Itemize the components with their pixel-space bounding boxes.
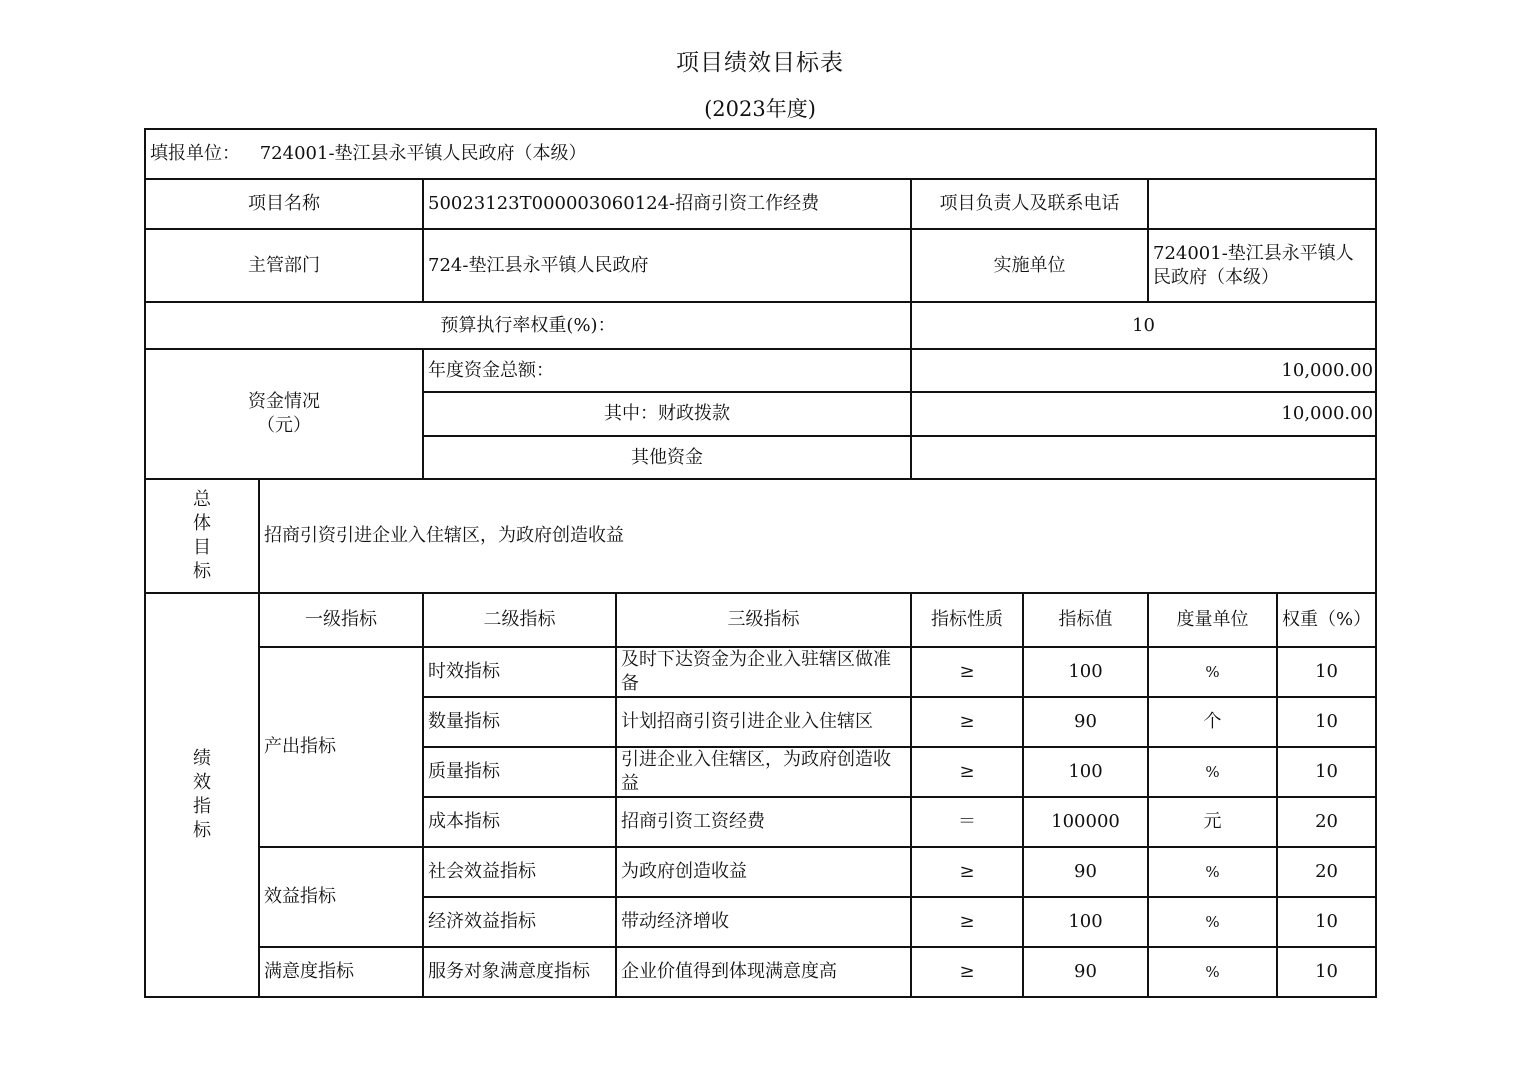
header-nature: 指标性质: [911, 593, 1023, 647]
indicator-row: [145, 947, 1376, 997]
funds-label: [145, 349, 423, 479]
weight-cell: 10: [1277, 947, 1376, 997]
level1-cell: 效益指标: [259, 847, 423, 947]
funds-label-line2: （元）: [257, 415, 311, 436]
reporting-unit-row: [145, 129, 1376, 179]
overall-goal-char: 目: [193, 537, 211, 558]
department-label: 主管部门: [145, 229, 423, 302]
funds-other-label: 其他资金: [423, 436, 911, 479]
page-subtitle: (2023年度): [704, 97, 816, 121]
unit-cell: %: [1148, 747, 1277, 797]
overall-goal-value: 招商引资引进企业入住辖区，为政府创造收益: [259, 479, 1376, 593]
nature-cell: ≥: [911, 697, 1023, 747]
department-value: 724-垫江县永平镇人民政府: [423, 229, 911, 302]
unit-cell: %: [1148, 847, 1277, 897]
funds-total-label: 年度资金总额：: [423, 349, 911, 392]
budget-weight-label: 预算执行率权重(%)：: [145, 302, 911, 349]
weight-cell: 10: [1277, 697, 1376, 747]
weight-cell: 20: [1277, 847, 1376, 897]
level3-cell: 企业价值得到体现满意度高: [616, 947, 911, 997]
unit-cell: %: [1148, 947, 1277, 997]
department-row: [145, 229, 1376, 302]
level3-cell: 为政府创造收益: [616, 847, 911, 897]
weight-cell: 10: [1277, 747, 1376, 797]
overall-goal-label: [145, 479, 259, 593]
indicators-char: 指: [193, 796, 211, 817]
project-name-label: 项目名称: [145, 179, 423, 229]
indicators-label: [145, 593, 259, 997]
indicators-char: 绩: [193, 748, 211, 769]
value-cell: 100: [1023, 647, 1148, 697]
funds-fiscal-label: 其中：财政拨款: [423, 392, 911, 436]
unit-cell: %: [1148, 897, 1277, 947]
value-cell: 90: [1023, 947, 1148, 997]
indicator-row: [145, 847, 1376, 897]
value-cell: 90: [1023, 847, 1148, 897]
weight-cell: 20: [1277, 797, 1376, 847]
level2-cell: 经济效益指标: [423, 897, 616, 947]
nature-cell: ≥: [911, 647, 1023, 697]
header-unit: 度量单位: [1148, 593, 1277, 647]
indicator-row: [145, 647, 1376, 697]
header-level1: 一级指标: [259, 593, 423, 647]
nature-cell: ≥: [911, 747, 1023, 797]
level2-cell: 成本指标: [423, 797, 616, 847]
performance-target-table: [144, 128, 1377, 998]
funds-total-value: 10,000.00: [911, 349, 1376, 392]
header-level3: 三级指标: [616, 593, 911, 647]
level2-cell: 社会效益指标: [423, 847, 616, 897]
level2-cell: 质量指标: [423, 747, 616, 797]
level3-cell: 带动经济增收: [616, 897, 911, 947]
level2-cell: 服务对象满意度指标: [423, 947, 616, 997]
funds-other-value: [911, 436, 1376, 479]
overall-goal-char: 总: [193, 489, 211, 510]
project-leader-value: [1148, 179, 1376, 229]
nature-cell: ＝: [911, 797, 1023, 847]
unit-cell: %: [1148, 647, 1277, 697]
level2-cell: 数量指标: [423, 697, 616, 747]
header-value: 指标值: [1023, 593, 1148, 647]
level3-cell: 招商引资工资经费: [616, 797, 911, 847]
weight-cell: 10: [1277, 647, 1376, 697]
value-cell: 100000: [1023, 797, 1148, 847]
funds-label-line1: 资金情况: [248, 391, 320, 412]
budget-weight-row: [145, 302, 1376, 349]
reporting-unit-value: 724001-垫江县永平镇人民政府（本级）: [259, 143, 587, 164]
nature-cell: ≥: [911, 947, 1023, 997]
reporting-unit-cell: [145, 129, 1376, 179]
implementing-unit-label: 实施单位: [911, 229, 1148, 302]
nature-cell: ≥: [911, 897, 1023, 947]
level3-cell: 引进企业入住辖区，为政府创造收益: [616, 747, 911, 797]
project-name-row: [145, 179, 1376, 229]
overall-goal-row: [145, 479, 1376, 593]
budget-weight-value: 10: [911, 302, 1376, 349]
nature-cell: ≥: [911, 847, 1023, 897]
funds-fiscal-value: 10,000.00: [911, 392, 1376, 436]
project-name-value: 50023123T000003060124-招商引资工作经费: [423, 179, 911, 229]
overall-goal-char: 体: [193, 513, 211, 534]
header-level2: 二级指标: [423, 593, 616, 647]
level3-cell: 计划招商引资引进企业入住辖区: [616, 697, 911, 747]
reporting-unit-label: 填报单位：: [150, 143, 240, 164]
unit-cell: 元: [1148, 797, 1277, 847]
overall-goal-char: 标: [193, 561, 211, 582]
value-cell: 90: [1023, 697, 1148, 747]
unit-cell: 个: [1148, 697, 1277, 747]
implementing-unit-value: 724001-垫江县永平镇人民政府（本级）: [1148, 229, 1376, 302]
value-cell: 100: [1023, 897, 1148, 947]
level3-cell: 及时下达资金为企业入驻辖区做准备: [616, 647, 911, 697]
level2-cell: 时效指标: [423, 647, 616, 697]
indicator-header-row: [145, 593, 1376, 647]
value-cell: 100: [1023, 747, 1148, 797]
weight-cell: 10: [1277, 897, 1376, 947]
page-title: 项目绩效目标表: [676, 50, 844, 76]
level1-cell: 满意度指标: [259, 947, 423, 997]
level1-cell: 产出指标: [259, 647, 423, 847]
funds-total-row: [145, 349, 1376, 392]
indicators-char: 效: [193, 772, 211, 793]
project-leader-label: 项目负责人及联系电话: [911, 179, 1148, 229]
header-weight: 权重（%）: [1277, 593, 1376, 647]
indicators-char: 标: [193, 820, 211, 841]
